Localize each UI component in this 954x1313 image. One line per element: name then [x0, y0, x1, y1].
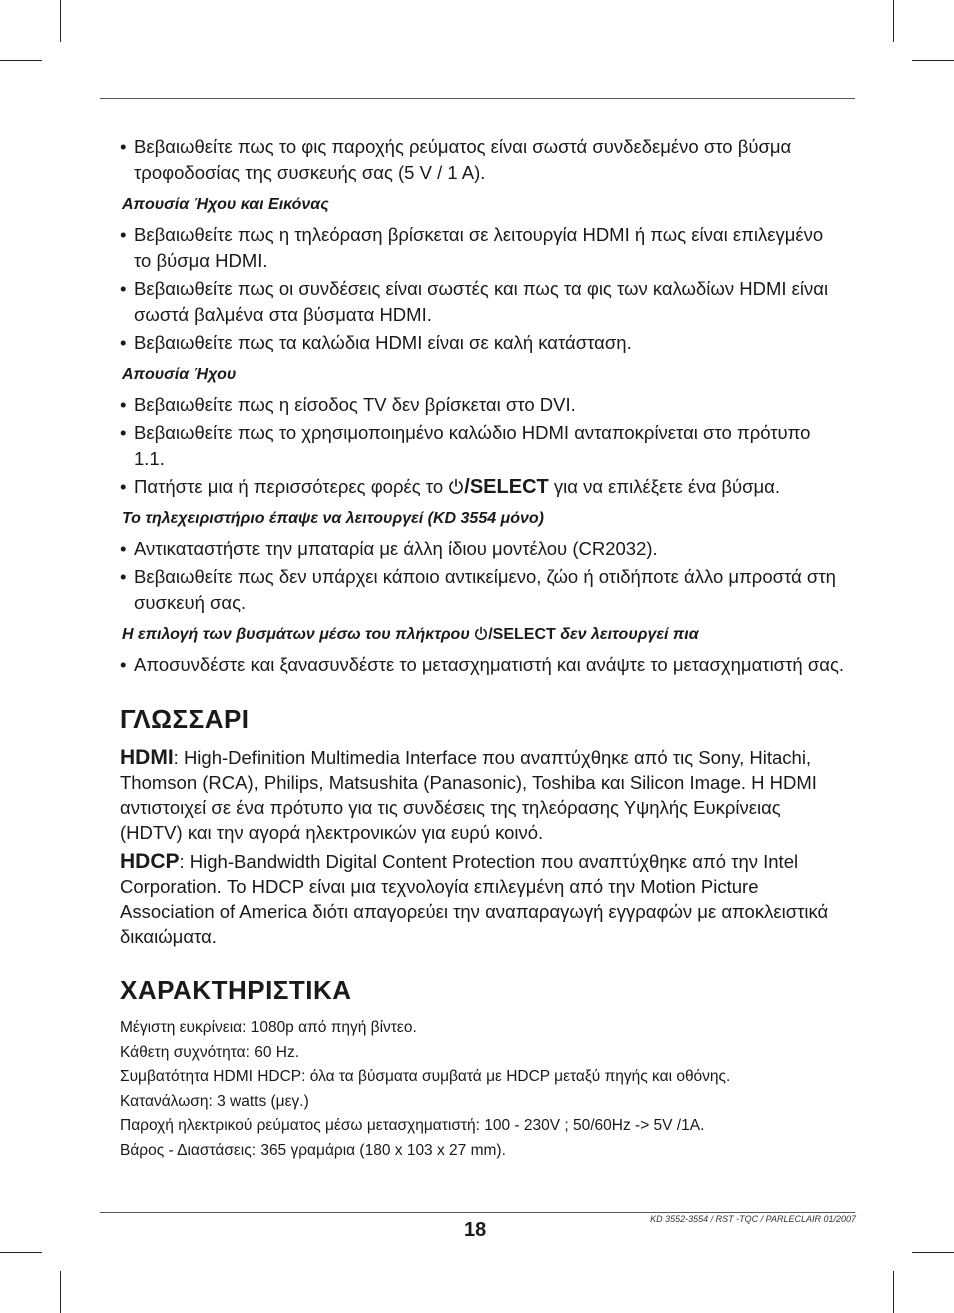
- bullet-item: [120, 392, 845, 418]
- bullet-dot: •: [120, 538, 127, 559]
- bullet-item: [120, 474, 845, 500]
- bullet-item: [120, 652, 845, 678]
- page-content: [120, 134, 845, 1163]
- bullet-text: Αποσυνδέστε και ξανασυνδέστε το μετασχηματιστή και ανάψτε το μετασχηματιστή σας.: [134, 654, 845, 675]
- crop-mark: [60, 1271, 61, 1313]
- bullet-dot: •: [120, 566, 127, 587]
- bullet-text: Αντικαταστήστε την μπαταρία με άλλη ίδιου μοντέλου (CR2032).: [134, 538, 658, 559]
- bullet-dot: •: [120, 394, 127, 415]
- crop-mark: [912, 1252, 954, 1253]
- crop-mark: [893, 0, 894, 42]
- bullet-dot: •: [120, 654, 127, 675]
- bullet-text: Βεβαιωθείτε πως το χρησιμοποιημένο καλώδιο HDMI ανταποκρίνεται στο πρότυπο 1.1.: [134, 422, 811, 469]
- glossary-heading: ΓΛΩΣΣΑΡΙ: [120, 704, 250, 734]
- bullet-item: [120, 134, 845, 186]
- crop-mark: [893, 1271, 894, 1313]
- glossary-term: HDCP: [120, 850, 180, 873]
- bullet-item: [120, 276, 845, 328]
- feature-line: Κατανάλωση: 3 watts (μεγ.): [120, 1092, 309, 1110]
- bullet-dot: •: [120, 332, 127, 353]
- bullet-text: Βεβαιωθείτε πως το φις παροχής ρεύματος είναι σωστά συνδεδεμένο στο βύσμα τροφοδοσίας της συσκευής σας (5 V / 1 A).: [134, 136, 792, 183]
- glossary-entry-hdcp: [120, 849, 845, 949]
- press-prefix: Πατήστε μια ή περισσότερες φορές το: [134, 476, 449, 497]
- feature-line: Μέγιστη ευκρίνεια: 1080p από πηγή βίντεο.: [120, 1019, 417, 1036]
- press-suffix: για να επιλέξετε ένα βύσμα.: [548, 476, 781, 497]
- select-key-label: /SELECT: [488, 626, 556, 643]
- select-key-label: /SELECT: [464, 476, 549, 498]
- power-icon: [448, 478, 464, 495]
- feature-line: Κάθετη συχνότητα: 60 Hz.: [120, 1043, 300, 1061]
- bullet-dot: •: [120, 224, 127, 245]
- bullet-dot: •: [120, 422, 127, 443]
- glossary-term: HDMI: [120, 746, 174, 769]
- bullet-item: [120, 536, 845, 562]
- features-heading: ΧΑΡΑΚΤΗΡΙΣΤΙΚΑ: [120, 975, 352, 1005]
- feature-line: Βάρος - Διαστάσεις: 365 γραμάρια (180 x 103 x 27 mm).: [120, 1141, 506, 1159]
- section-title: Απουσία Ήχου και Εικόνας: [122, 196, 329, 213]
- section-title-prefix: Η επιλογή των βυσμάτων μέσω του πλήκτρου: [122, 626, 475, 643]
- bullet-dot: •: [120, 278, 127, 299]
- glossary-definition: : High-Bandwidth Digital Content Protection που αναπτύχθηκε από την Intel Corporation. Το HDCP είναι μια τεχνολογία επιλεγμένη από την Motion Picture Association of America διότι απαγορεύει την αναπαραγωγή εγγραφών με αποκλειστικά δικαιώματα.: [120, 851, 829, 947]
- bullet-dot: •: [120, 136, 127, 157]
- feature-line: Συμβατότητα HDMI HDCP: όλα τα βύσματα συμβατά με HDCP μεταξύ πηγής και οθόνης.: [120, 1068, 731, 1085]
- bullet-text: Βεβαιωθείτε πως τα καλώδια HDMI είναι σε καλή κατάσταση.: [134, 332, 632, 353]
- section-title: Το τηλεχειριστήριο έπαψε να λειτουργεί (KD 3554 μόνο): [122, 510, 544, 527]
- bullet-text: Βεβαιωθείτε πως οι συνδέσεις είναι σωστές και πως τα φις των καλωδίων HDMI είναι σωστά βαλμένα στα βύσματα HDMI.: [134, 278, 829, 325]
- bullet-text: Βεβαιωθείτε πως η είσοδος TV δεν βρίσκεται στο DVI.: [134, 394, 576, 415]
- feature-line: Παροχή ηλεκτρικού ρεύματος μέσω μετασχηματιστή: 100 - 230V ; 50/60Hz -> 5V /1A.: [120, 1117, 705, 1134]
- crop-mark: [60, 0, 61, 42]
- section-title: Απουσία Ήχου: [122, 366, 237, 383]
- bullet-text: Βεβαιωθείτε πως η τηλεόραση βρίσκεται σε λειτουργία HDMI ή πως είναι επιλεγμένο το βύσμα HDMI.: [134, 224, 824, 271]
- section-title: [122, 624, 845, 646]
- footer-rule: [100, 1212, 855, 1213]
- bullet-item: [120, 222, 845, 274]
- document-reference: KD 3552-3554 / RST -TQC / PARLECLAIR 01/2007: [650, 1214, 856, 1224]
- crop-mark: [912, 60, 954, 61]
- bullet-item: [120, 564, 845, 616]
- bullet-text: Βεβαιωθείτε πως δεν υπάρχει κάποιο αντικείμενο, ζώο ή οτιδήποτε άλλο μπροστά στη συσκευή σας.: [134, 566, 836, 613]
- page-number: 18: [464, 1219, 487, 1241]
- crop-mark: [0, 60, 42, 61]
- bullet-item: [120, 420, 845, 472]
- crop-mark: [0, 1252, 42, 1253]
- power-icon: [474, 626, 488, 641]
- section-title-suffix: δεν λειτουργεί πια: [555, 626, 699, 643]
- glossary-entry-hdmi: [120, 745, 845, 845]
- glossary-definition: : High-Definition Multimedia Interface που αναπτύχθηκε από τις Sony, Hitachi, Thomson (RCA), Philips, Matsushita (Panasonic), Toshiba και Silicon Image. Η HDMI αντιστοιχεί σε ένα πρότυπο για τις συνδέσεις της τηλεόρασης Υψηλής Ευκρίνειας (HDTV) και την αγορά ηλεκτρονικών για ευρύ κοινό.: [120, 747, 817, 843]
- bullet-item: [120, 330, 845, 356]
- bullet-dot: •: [120, 476, 127, 497]
- header-rule: [100, 98, 855, 99]
